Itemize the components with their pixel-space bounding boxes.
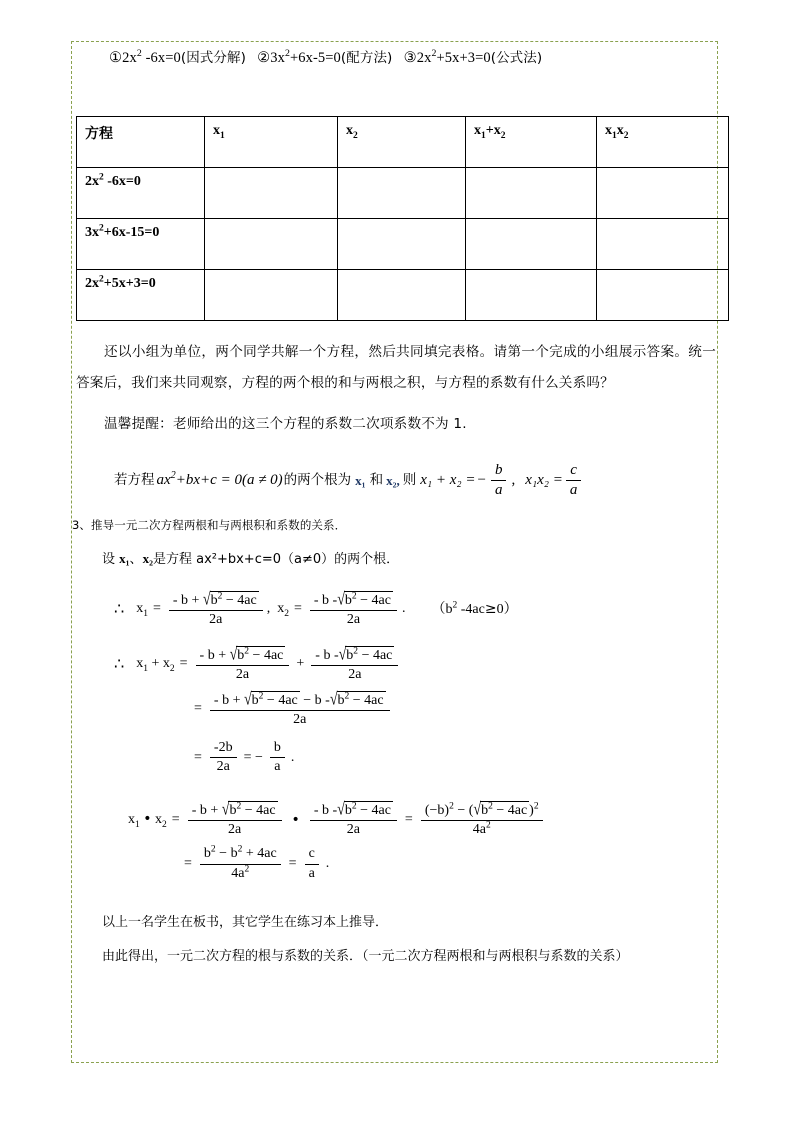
- product-term-1-denominator: 2a: [228, 822, 242, 838]
- product-term-2-numerator: - b $-√b^2 - 4ac$: [310, 801, 397, 821]
- x2-fraction: [310, 591, 397, 628]
- product-result-denominator: a: [308, 865, 315, 881]
- product-expanded-fraction: [421, 801, 543, 838]
- product-simplified-denominator: $4a^2$: [231, 863, 250, 881]
- plus-sign: +: [296, 656, 305, 672]
- therefore-symbol: ∴: [114, 599, 125, 619]
- sqrt-icon: $√b^2 - 4ac$: [243, 690, 298, 710]
- sum-result-fraction: [270, 740, 285, 775]
- sum-simplified-denominator: 2a: [216, 759, 230, 775]
- document-content: [72, 48, 716, 972]
- sum-combined-fraction: [210, 691, 390, 728]
- equation-marker-1: ①: [109, 50, 123, 66]
- formula-middle-text: 的两个根为: [283, 472, 352, 488]
- practice-equations-line: [76, 48, 716, 68]
- formula-then: 则: [402, 472, 417, 488]
- formula-root1: x₁: [355, 473, 366, 489]
- equation-text-1: $2x^2$ -6x=0: [122, 48, 181, 66]
- vieta-formula-statement: [76, 462, 716, 500]
- equation-text-3: $2x^2+5x+3=0$: [416, 48, 491, 66]
- table-cell-x1[interactable]: [205, 270, 338, 321]
- table-cell-x1[interactable]: [205, 219, 338, 270]
- sum-term-1-numerator: - $b + √b^2 - 4ac$: [196, 646, 290, 666]
- equals-sign-5: =: [194, 749, 202, 765]
- product-simplified-fraction: [200, 846, 281, 881]
- setup-x1: x₁: [119, 550, 130, 566]
- setup-prefix: 设: [102, 551, 120, 567]
- equation-marker-3: ③: [403, 50, 417, 66]
- sqrt-icon: $√b^2 - 4ac$: [338, 645, 393, 665]
- root-x2-label: $x_2$: [277, 601, 289, 619]
- closing-paragraph-2: 由此得出，一元二次方程的根与系数的关系．（一元二次方程两根和与两根积与系数的关系）: [102, 948, 629, 964]
- formula-product-fraction: [566, 462, 582, 500]
- table-header-sum: $x_1+x_2$: [466, 117, 597, 168]
- table-header-x2: $x_2$: [338, 117, 466, 168]
- formula-sum-denominator: a: [494, 482, 503, 499]
- closing-paragraph-1: 以上一名学生在板书，其它学生在练习本上推导．: [102, 914, 389, 930]
- multiplication-dot: •: [291, 811, 300, 828]
- formula-sum-fraction: [491, 462, 507, 500]
- sum-term-1-fraction: [196, 646, 290, 683]
- setup-separator: 、: [129, 551, 143, 567]
- setup-x2: x₂: [142, 550, 153, 566]
- equation-marker-2: ②: [257, 50, 271, 66]
- equals-sign-7: =: [404, 811, 413, 827]
- sqrt-icon: $√b^2 - 4ac$: [337, 801, 391, 820]
- equals-sign-3: =: [179, 656, 188, 672]
- product-simplified-numerator: $b^2 - b^2 + 4ac$: [200, 846, 281, 864]
- formula-product-numerator: c: [566, 462, 581, 481]
- x2-denominator: 2a: [346, 611, 361, 627]
- sqrt-icon: $√b^2 - 4ac$: [473, 801, 528, 820]
- equals-sign: =: [152, 601, 161, 617]
- table-cell-equation: $3x^2+6x-15=0$: [77, 219, 205, 270]
- sqrt-icon: $√b^2 - 4ac$: [202, 590, 257, 610]
- table-header-product: $x_1x_2$: [597, 117, 729, 168]
- table-cell-x2[interactable]: [338, 270, 466, 321]
- group-work-paragraph: 还以小组为单位，两个同学共解一个方程，然后共同填完表格。请第一个完成的小组展示答案。统一答案后，我们来共同观察，方程的两个根的和与两根之积，与方程的系数有什么关系吗？: [76, 344, 716, 391]
- equation-method-2: (配方法): [340, 50, 393, 66]
- section-3-heading: 3、推导一元二次方程两根和与两根积和系数的关系．: [72, 517, 347, 532]
- discriminant-condition: （$b^2$ -4ac≥0）: [431, 599, 518, 617]
- product-result-fraction: [305, 846, 319, 881]
- sum-derivation-line-1: [76, 646, 716, 683]
- formula-sum-sign: −: [477, 472, 486, 489]
- formula-root2: x₂,: [386, 473, 400, 489]
- sqrt-icon: $√b^2 - 4ac$: [329, 690, 384, 710]
- x1-denominator: 2a: [209, 611, 223, 627]
- equation-item-3: [404, 50, 543, 66]
- table-row: [77, 168, 729, 219]
- table-cell-equation: $2x^2$ -6x=0: [77, 168, 205, 219]
- setup-rest: 是方程 ax²+bx+c=0（a≠0）的两个根．: [152, 551, 400, 567]
- product-term-2-fraction: [310, 801, 397, 838]
- formula-sum-numerator: b: [491, 462, 507, 481]
- sum-result-denominator: a: [274, 759, 281, 775]
- formula-sum-lhs: x₁ + x₂ =: [420, 472, 476, 489]
- product-term-1-fraction: [188, 801, 282, 838]
- table-row: [77, 219, 729, 270]
- equals-sign-9: =: [288, 856, 297, 872]
- sum-simplified-fraction: [210, 740, 237, 775]
- table-cell-equation: $2x^2+5x+3=0$: [77, 270, 205, 321]
- table-cell-x2[interactable]: [338, 168, 466, 219]
- table-cell-product[interactable]: [597, 270, 729, 321]
- quadratic-roots-line: [76, 591, 716, 628]
- sum-derivation-line-2: [76, 691, 716, 728]
- sqrt-icon: $√b^2 - 4ac$: [229, 645, 284, 665]
- equals-sign-2: =: [293, 601, 302, 617]
- sum-term-2-fraction: [311, 646, 398, 683]
- sum-term-1-denominator: 2a: [235, 666, 250, 682]
- table-cell-sum[interactable]: [466, 219, 597, 270]
- reminder-paragraph: 温馨提醒：老师给出的这三个方程的系数二次项系数不为 1.: [104, 416, 467, 432]
- formula-prefix: 若方程: [114, 472, 155, 488]
- equation-item-1: [109, 50, 246, 66]
- sqrt-icon: $√b^2 - 4ac$: [221, 801, 276, 820]
- roots-worksheet-table: [76, 116, 729, 321]
- equals-minus: = −: [243, 749, 263, 765]
- sum-term-2-denominator: 2a: [348, 666, 362, 682]
- sum-derivation-line-3: [76, 740, 716, 775]
- comma-separator: ,: [266, 601, 271, 617]
- table-cell-sum[interactable]: [466, 270, 597, 321]
- table-cell-x2[interactable]: [338, 219, 466, 270]
- table-cell-x1[interactable]: [205, 168, 338, 219]
- x1-fraction: [169, 591, 263, 628]
- period-mark-2: .: [290, 749, 295, 765]
- equation-method-3: (公式法): [490, 50, 543, 66]
- sum-term-2-numerator: - b $-√b^2 - 4ac$: [311, 646, 398, 666]
- equals-sign-8: =: [184, 856, 192, 872]
- x1-numerator: - $b + √b^2 - 4ac$: [169, 591, 263, 611]
- x2-numerator: - b $-√b^2 - 4ac$: [310, 591, 397, 611]
- derivation-setup-line: [76, 546, 716, 573]
- product-derivation-line-1: [76, 801, 716, 838]
- table-cell-sum[interactable]: [466, 168, 597, 219]
- formula-comma: ,: [511, 472, 516, 489]
- product-expanded-numerator: $(-b)^2 - (√b^2 - 4ac$ )$^2$: [421, 801, 543, 821]
- sum-lhs: $x_1 + x_2$: [136, 656, 175, 675]
- sqrt-icon: $√b^2 - 4ac$: [337, 590, 391, 610]
- sum-result-numerator: b: [270, 740, 285, 758]
- formula-product-lhs: x₁x₂ =: [525, 472, 563, 489]
- equals-sign-4: =: [194, 701, 202, 717]
- product-term-2-denominator: 2a: [346, 822, 360, 838]
- therefore-symbol-2: ∴: [114, 654, 125, 674]
- formula-and: 和: [369, 472, 384, 488]
- product-expanded-denominator: $4a^2$: [472, 820, 491, 838]
- formula-product-denominator: a: [569, 482, 578, 499]
- sum-simplified-numerator: -2b: [210, 740, 237, 758]
- equation-text-2: $3x^2+6x-5=0$: [270, 48, 341, 66]
- period-mark: .: [401, 601, 406, 617]
- product-derivation-line-2: [76, 846, 716, 881]
- product-term-1-numerator: - $b + √b^2 - 4ac$: [188, 801, 282, 821]
- formula-quadratic: $ax^2+bx+c = 0(a \ne 0)$: [156, 470, 283, 489]
- table-header-x1: $x_1$: [205, 117, 338, 168]
- sum-combined-denominator: 2a: [293, 711, 307, 727]
- worksheet-table-wrapper: [76, 116, 716, 321]
- table-header-equation: 方程: [77, 117, 205, 168]
- equation-item-2: [257, 50, 392, 66]
- equals-sign-6: =: [171, 811, 180, 827]
- sum-combined-numerator: - $b + √b^2 - 4ac - b$ $-√b^2 - 4ac$: [210, 691, 390, 711]
- product-lhs: $x_1$ • $x_2$: [128, 811, 167, 831]
- table-header-row: [77, 117, 729, 168]
- table-cell-product[interactable]: [597, 168, 729, 219]
- table-cell-product[interactable]: [597, 219, 729, 270]
- equation-method-1: (因式分解): [180, 50, 246, 66]
- root-x1-label: $x_1$: [136, 601, 148, 619]
- period-mark-3: .: [325, 856, 330, 872]
- product-result-numerator: c: [305, 846, 319, 864]
- table-row: [77, 270, 729, 321]
